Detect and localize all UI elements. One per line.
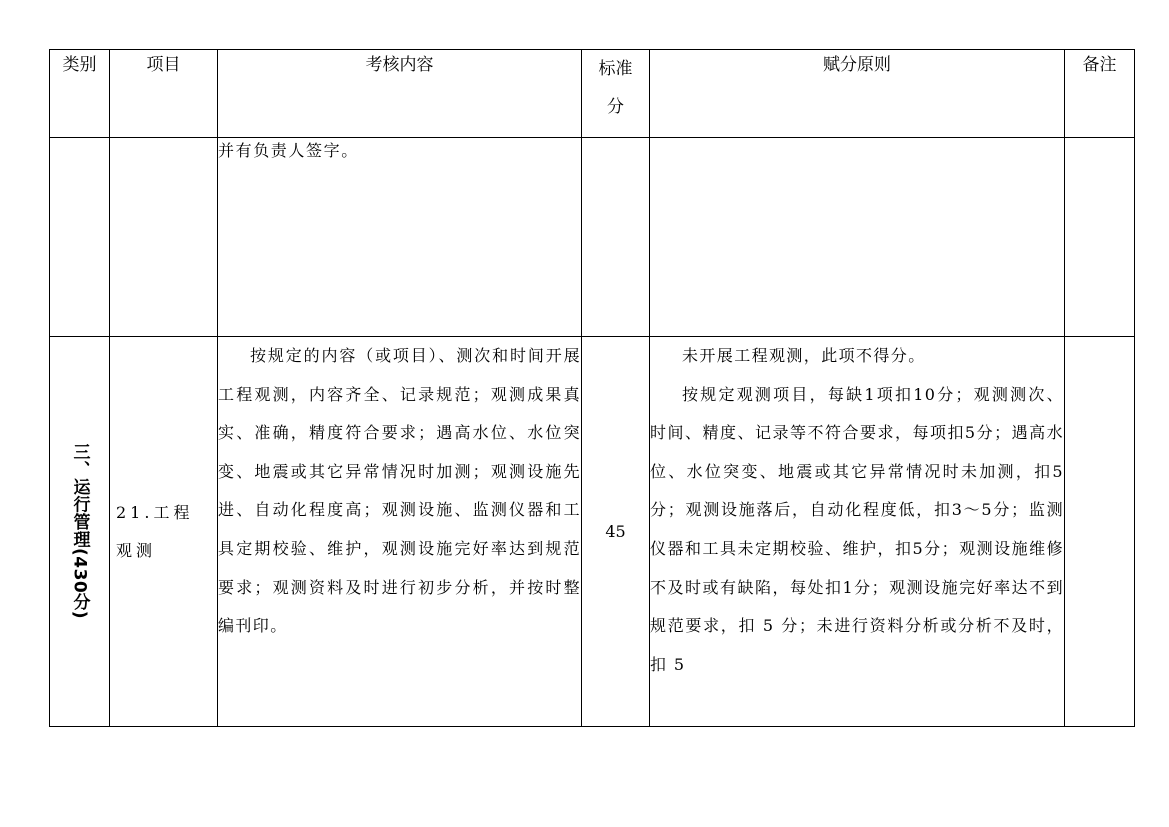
- cont-remarks-cell: [1065, 138, 1135, 337]
- item-cell: 21.工程观测: [110, 337, 218, 727]
- cont-content-cell: 并有负责人签字。: [218, 138, 582, 337]
- cont-scoring-principle-cell: [650, 138, 1065, 337]
- header-standard-score-line2: 分: [607, 97, 624, 117]
- scoring-principle-para1: 未开展工程观测，此项不得分。: [682, 346, 926, 365]
- category-cell: [50, 337, 110, 727]
- header-category: 类别: [50, 50, 110, 138]
- category-label: 三、运行管理(430分): [69, 443, 90, 620]
- header-scoring-principle: 赋分原则: [650, 50, 1065, 138]
- table-row-engineering-observation: [50, 337, 1135, 727]
- header-remarks: 备注: [1065, 50, 1135, 138]
- cont-category-cell: [50, 138, 110, 337]
- content-cell: 按规定的内容（或项目）、测次和时间开展工程观测，内容齐全、记录规范；观测成果真实、准确，精度符合要求；遇高水位、水位突变、地震或其它异常情况时加测；观测设施先进、自动化程度高；观测设施、监测仪器和工具定期校验、维护，观测设施完好率达到规范要求；观测资料及时进行初步分析，并按时整编刊印。: [218, 337, 582, 727]
- assessment-table: [49, 49, 1135, 727]
- cont-item-cell: [110, 138, 218, 337]
- header-standard-score: [582, 50, 650, 138]
- standard-score-cell: 45: [582, 337, 650, 727]
- header-item: 项目: [110, 50, 218, 138]
- header-content: 考核内容: [218, 50, 582, 138]
- table-row-continuation: [50, 138, 1135, 337]
- scoring-principle-para2: 按规定观测项目，每缺1项扣10分；观测测次、时间、精度、记录等不符合要求，每项扣5分；遇高水位、水位突变、地震或其它异常情况时未加测，扣5分；观测设施落后，自动化程度低，扣3～5分；监测仪器和工具未定期校验、维护，扣5分；观测设施维修不及时或有缺陷，每处扣1分；观测设施完好率达不到规范要求，扣 5 分；未进行资料分析或分析不及时，扣 5: [650, 384, 1064, 674]
- cont-standard-score-cell: [582, 138, 650, 337]
- scoring-principle-cell: [650, 337, 1065, 727]
- header-standard-score-line1: 标准: [598, 59, 633, 79]
- header-row: [50, 50, 1135, 138]
- remarks-cell: [1065, 337, 1135, 727]
